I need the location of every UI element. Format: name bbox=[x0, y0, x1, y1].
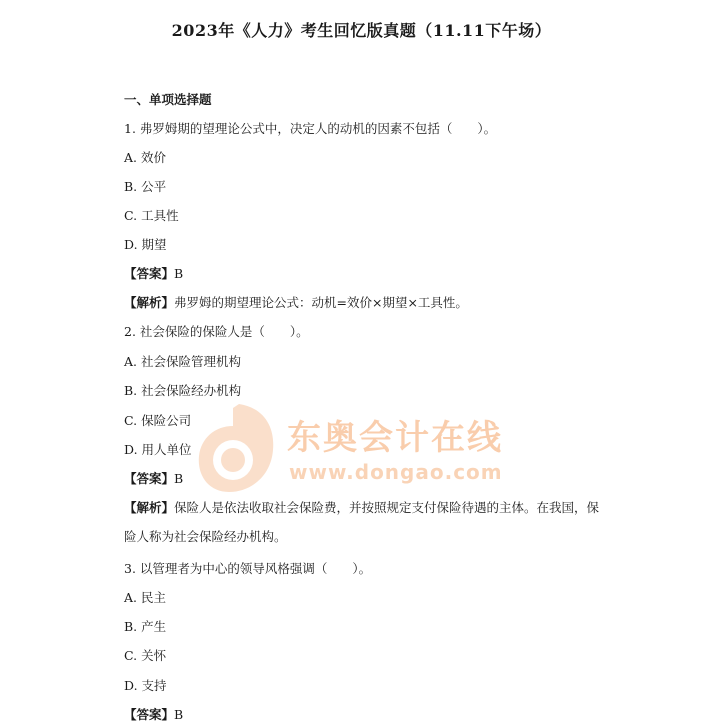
question-1: 1. 弗罗姆期的望理论公式中，决定人的动机的因素不包括（ ）。 bbox=[124, 121, 497, 136]
document-title: 2023年《人力》考生回忆版真题（11.11下午场） bbox=[171, 21, 552, 40]
q1-analysis bbox=[124, 293, 468, 311]
q2-analysis-line-1 bbox=[124, 498, 599, 516]
q1-option-a: A. 效价 bbox=[124, 150, 166, 165]
q2-analysis-line-2: 险人称为社会保险经办机构。 bbox=[124, 529, 287, 544]
watermark-chinese-text: 东奥会计在线 bbox=[287, 418, 503, 458]
analysis-text: 保险人是依法收取社会保险费，并按照规定支付保险待遇的主体。在我国，保 bbox=[174, 500, 600, 515]
q3-option-c: C. 关怀 bbox=[124, 648, 167, 663]
q2-option-b: B. 社会保险经办机构 bbox=[124, 383, 242, 398]
answer-tag: 【答案】 bbox=[124, 471, 175, 486]
watermark-url-text: www.dongao.com bbox=[289, 460, 503, 484]
question-3: 3. 以管理者为中心的领导风格强调（ ）。 bbox=[124, 561, 372, 576]
analysis-tag: 【解析】 bbox=[124, 500, 175, 515]
question-2: 2. 社会保险的保险人是（ ）。 bbox=[124, 324, 309, 339]
q2-option-c: C. 保险公司 bbox=[124, 413, 192, 428]
q1-answer bbox=[124, 264, 183, 282]
answer-value: B bbox=[174, 266, 184, 281]
watermark bbox=[195, 398, 535, 498]
q1-option-b: B. 公平 bbox=[124, 179, 167, 194]
analysis-text: 弗罗姆的期望理论公式：动机=效价×期望×工具性。 bbox=[174, 295, 468, 310]
answer-tag: 【答案】 bbox=[124, 707, 175, 722]
q2-option-d: D. 用人单位 bbox=[124, 442, 192, 457]
q1-option-c: C. 工具性 bbox=[124, 208, 179, 223]
dongao-logo-icon bbox=[195, 398, 277, 498]
q2-option-a: A. 社会保险管理机构 bbox=[124, 354, 241, 369]
q3-option-a: A. 民主 bbox=[124, 590, 166, 605]
analysis-tag: 【解析】 bbox=[124, 295, 175, 310]
q3-answer bbox=[124, 705, 183, 723]
q1-option-d: D. 期望 bbox=[124, 237, 167, 252]
answer-value: B bbox=[174, 707, 184, 722]
q3-option-b: B. 产生 bbox=[124, 619, 167, 634]
q3-option-d: D. 支持 bbox=[124, 678, 167, 693]
answer-value: B bbox=[174, 471, 184, 486]
answer-tag: 【答案】 bbox=[124, 266, 175, 281]
section-heading: 一、单项选择题 bbox=[124, 92, 212, 107]
q2-answer bbox=[124, 469, 183, 487]
